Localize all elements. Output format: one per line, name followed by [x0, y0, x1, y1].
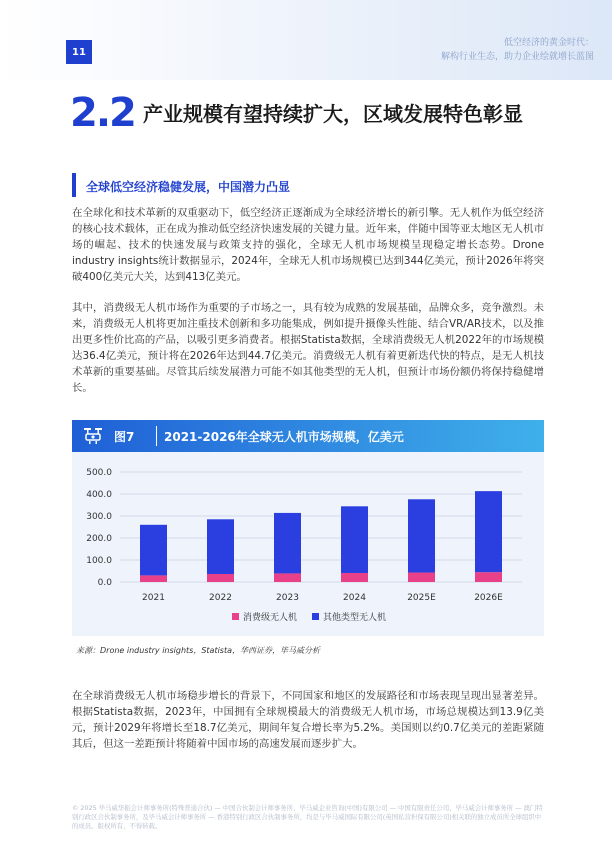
x-tick-label: 2026E [474, 593, 503, 603]
bar-chart [72, 452, 544, 636]
legend-label: 消费级无人机 [243, 613, 298, 623]
subsection-title: 全球低空经济稳健发展，中国潜力凸显 [86, 180, 291, 194]
y-tick-label: 0.0 [97, 578, 112, 588]
figure-source: 来源：Drone industry insights，Statista，华西证券，毕马威分析 [76, 646, 321, 655]
legend-label: 其他类型无人机 [323, 613, 387, 623]
bar-consumer-drone [475, 572, 502, 582]
bar-consumer-drone [341, 573, 368, 582]
bar-other-drone [408, 499, 435, 572]
paragraph-2: 其中，消费级无人机市场作为重要的子市场之一，具有较为成熟的发展基础，品牌众多，竞争激烈。未来，消费级无人机将更加注重技术创新和多功能集成，例如提升摄像头性能、结合VR/AR技术，以及推出更多性价比高的产品，以吸引更多消费者。根据Statista数据，全球消费级无人机2022年的市场规模达36.4亿美元，预计将在2026年达到44.7亿美元。消费级无人机有着更新迭代快的特点，是无人机技术革新的重要基础。尽管其后续发展潜力可能不如其他类型的无人机，但预计市场份额仍将保持稳健增长。 [72, 302, 544, 394]
bar-other-drone [140, 525, 167, 576]
legend-swatch [232, 613, 239, 620]
x-tick-label: 2022 [209, 593, 232, 603]
footer-copyright: © 2025 毕马威华振会计师事务所(特殊普通合伙) — 中国合伙制会计师事务所、毕马威企业咨询(中国)有限公司 — 中国有限责任公司、毕马威会计师事务所 — 澳门特别行政区合伙制事务所，及毕马威会计师事务所 — 香港特别行政区合伙制事务所，均是与毕马威国际有限公司(英国私营担保有限公司)相关联的独立成员所全球组织中的成员。版权所有，不得转载。 [72, 804, 543, 830]
paragraph-3: 在全球消费级无人机市场稳步增长的背景下，不同国家和地区的发展路径和市场表现呈现出显著差异。根据Statista数据，2023年，中国拥有全球规模最大的消费级无人机市场，市场总规模达到13.9亿美元，预计2029年将增长至18.7亿美元，期间年复合增长率为5.2%。美国则以约0.7亿美元的差距紧随其后，但这一差距预计将随着中国市场的高速发展而逐步扩大。 [72, 690, 544, 750]
y-tick-label: 100.0 [86, 556, 112, 566]
section-title: 产业规模有望持续扩大，区域发展特色彰显 [143, 102, 523, 126]
bar-other-drone [207, 519, 234, 574]
y-tick-label: 200.0 [86, 534, 112, 544]
bar-consumer-drone [274, 573, 301, 582]
subsection-accent-bar [72, 173, 76, 197]
figure-header [72, 420, 544, 452]
chart-area [72, 452, 544, 636]
section-number: 2.2 [70, 90, 135, 136]
x-tick-label: 2021 [142, 593, 165, 603]
paragraph-1: 在全球化和技术革新的双重驱动下，低空经济正逐渐成为全球经济增长的新引擎。无人机作为低空经济的核心技术载体，正在成为推动低空经济快速发展的关键力量。近年来，伴随中国等亚太地区无人机市场的崛起、技术的快速发展与政策支持的强化，全球无人机市场规模呈现稳定增长态势。Drone industry insights统计数据显示，2024年，全球无人机市场规模已达到344亿美元，预计2026年将突破400亿美元大关，达到413亿美元。 [72, 207, 544, 283]
bar-consumer-drone [408, 573, 435, 582]
legend-swatch [312, 613, 319, 620]
bar-other-drone [274, 513, 301, 574]
figure-label: 图7 [114, 430, 135, 444]
x-tick-label: 2023 [276, 593, 299, 603]
running-header-line2: 解构行业生态，助力企业绘就增长蓝图 [440, 52, 594, 62]
bar-other-drone [341, 506, 368, 573]
bar-consumer-drone [140, 575, 167, 582]
y-tick-label: 500.0 [86, 468, 112, 478]
figure-divider [156, 426, 157, 446]
y-tick-label: 300.0 [86, 512, 112, 522]
figure-title: 2021-2026年全球无人机市场规模，亿美元 [164, 430, 404, 444]
drone-icon [82, 425, 104, 447]
x-tick-label: 2025E [407, 593, 436, 603]
running-header [441, 36, 594, 64]
bar-consumer-drone [207, 574, 234, 582]
page-number: 11 [66, 40, 92, 64]
x-tick-label: 2024 [343, 593, 366, 603]
running-header-line1: 低空经济的黄金时代： [503, 38, 594, 48]
y-tick-label: 400.0 [86, 490, 112, 500]
bar-other-drone [475, 491, 502, 572]
